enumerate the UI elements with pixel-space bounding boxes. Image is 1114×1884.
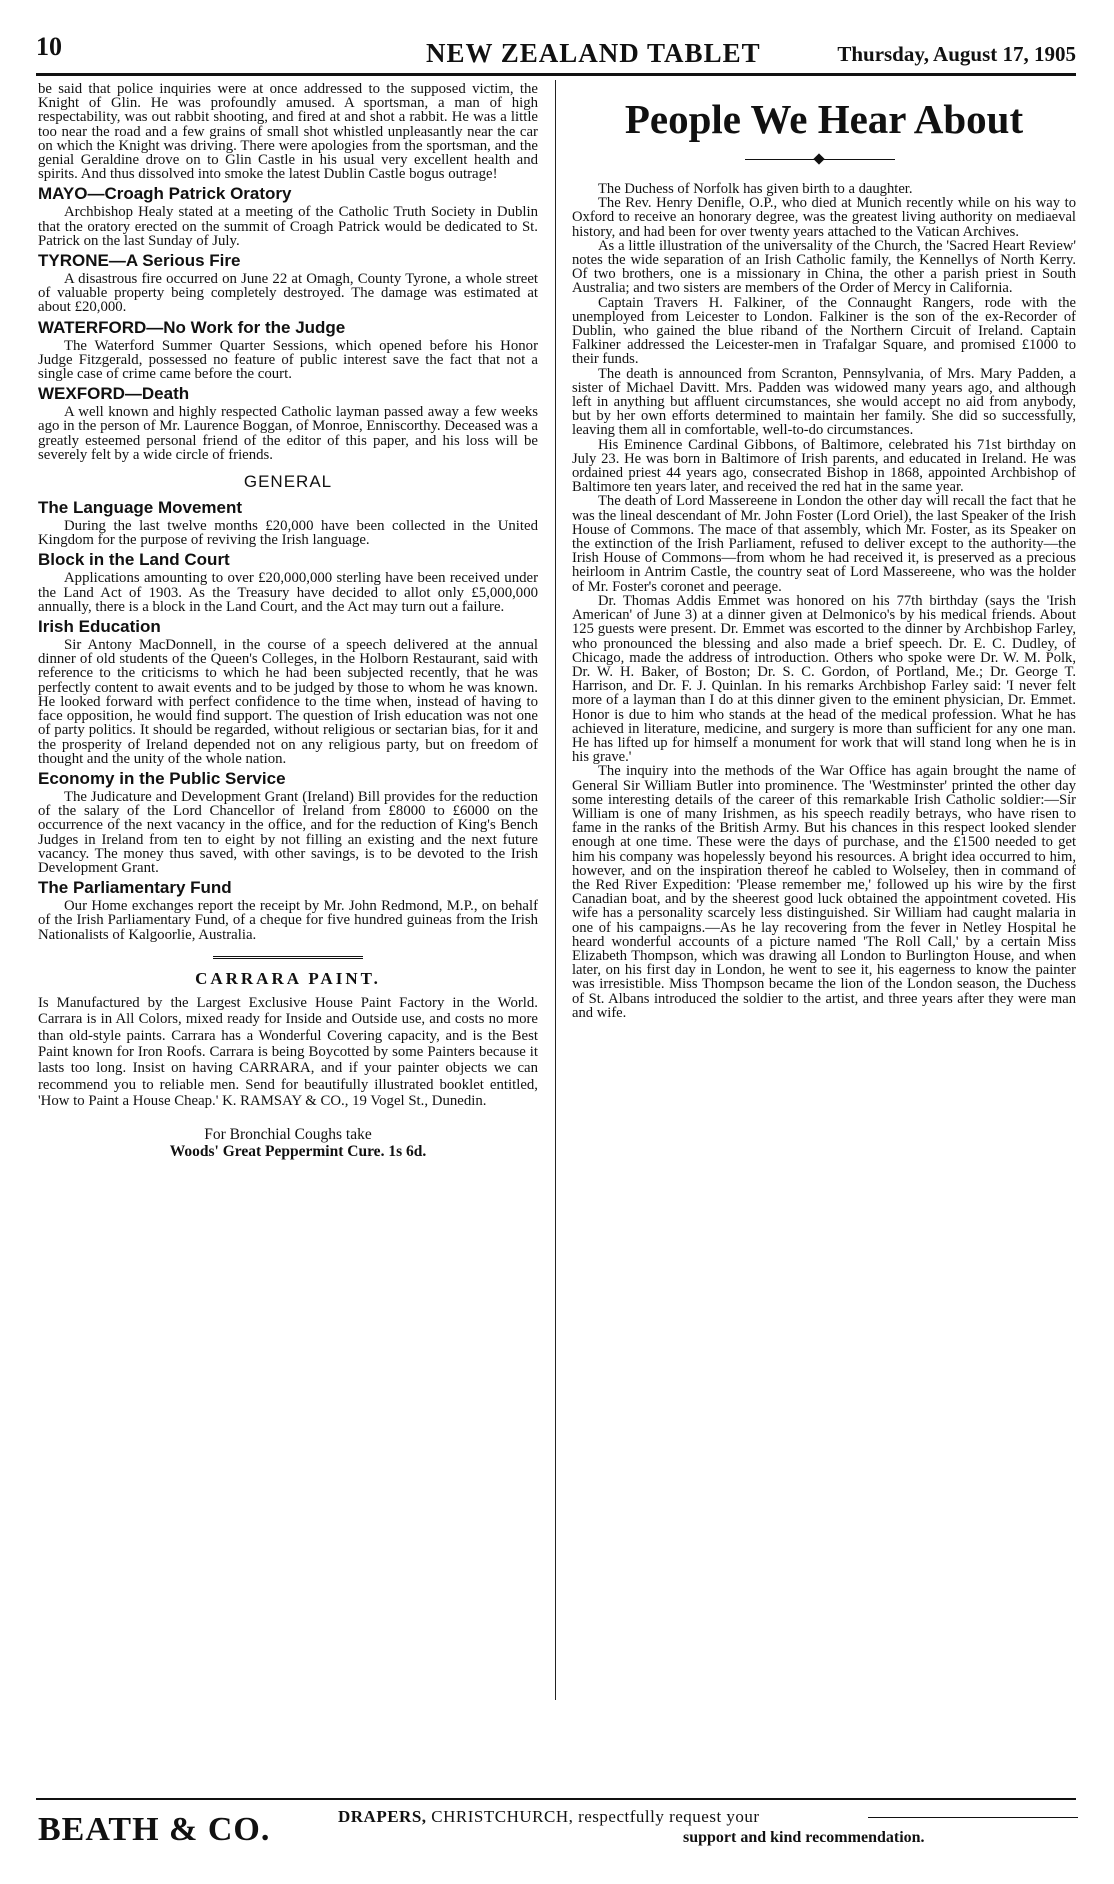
- section-paragraph: Archbishop Healy stated at a meeting of the Catholic Truth Society in Dublin that the oratory erected on the summit of Croagh Patrick would be dedicated to St. Patrick on the last Sunday of July.: [38, 204, 538, 249]
- section-paragraph: During the last twelve months £20,000 have been collected in the United Kingdom for the purpose of reviving the Irish language.: [38, 518, 538, 549]
- people-paragraph: His Eminence Cardinal Gibbons, of Baltimore, celebrated his 71st birthday on July 23. He was born in Baltimore of Irish parents, and educated in Ireland. He was ordained priest 44 years ago, consecrated Bishop in 1868, appointed Archbishop of Baltimore ten years later, and received the red hat in the same year.: [572, 436, 1076, 496]
- title-ornament: [572, 146, 1076, 174]
- people-paragraph: The death of Lord Massereene in London the other day will recall the fact that he was the lineal descendant of Mr. John Foster (Lord Oriel), the last Speaker of the Irish House of Commons. The mace of that assembly, which Mr. Foster, as its Speaker on the extinction of the Irish Parliament, refused to deliver except to the authority—the Irish House of Commons—from whom he had received it, is preserved as a precious heirloom in Antrim Castle, the country seat of Lord Massereene, who was the holder of Mr. Foster's coronet and peerage.: [572, 493, 1076, 595]
- diamond-icon: [813, 153, 824, 164]
- section-heading: WEXFORD—Death: [38, 384, 190, 404]
- company-name: BEATH & CO.: [38, 1811, 271, 1848]
- section-heading: WATERFORD—No Work for the Judge: [38, 317, 346, 337]
- cure-advert: [38, 1126, 538, 1160]
- intro-paragraph: be said that police inquiries were at once addressed to the supposed victim, the Knight of Glin. He was profoundly amused. A sportsman, a man of high respectability, was out rabbit shooting, and fired at and shot a rabbit. He was a little too near the road and a few grains of small shot whistled unpleasantly near the car on which the Knight was driving. There were apologies from the sportsman, and the genial Geraldine drove on to Glin Castle in his usual very excellent health and spirits. And thus dissolved into smoke the latest Dublin Castle bogus outrage!: [38, 82, 538, 183]
- section-heading: MAYO—Croagh Patrick Oratory: [38, 184, 292, 204]
- section-paragraph: A well known and highly respected Catholic layman passed away a few weeks ago in the person of Mr. Laurence Boggan, of Monroe, Enniscorthy. Deceased was a greatly esteemed personal friend of the editor of this paper, and his loss will be severely felt by a wide circle of friends.: [38, 404, 538, 463]
- footer-advert: [38, 1803, 1078, 1859]
- advert-title: CARRARA PAINT.: [195, 968, 381, 988]
- people-paragraph: The Duchess of Norfolk has given birth to a daughter.: [598, 181, 913, 197]
- section-heading: Irish Education: [38, 617, 161, 637]
- column-divider: [555, 80, 556, 1700]
- advert-body: Is Manufactured by the Largest Exclusive House Paint Factory in the World. Carrara is in All Colors, mixed ready for Inside and Outside use, and costs no more than old-style paints. Carrara has a Wonderful Covering capacity, and is the Best Paint known for Iron Roofs. Carrara is being Boycotted by some Painters because it lasts too long. Insist on having CARRARA, and if your painter objects we can recommend you to reliable men. Send for beautifully illustrated booklet entitled, 'How to Paint a House Cheap.' K. RAMSAY & CO., 19 Vogel St., Dunedin.: [38, 994, 538, 1110]
- section-paragraph: Sir Antony MacDonnell, in the course of a speech delivered at the annual dinner of old students of the Queen's Colleges, in the Holborn Restaurant, said with reference to the criticisms to which he had been subjected recently, that he was perfectly content to await events and to be judged by those to whom he was known. He looked forward with perfect confidence to the time when, instead of having to face opposition, he would find support. The question of Irish education was not one of party politics. It should be regarded, without religious or sectarian bias, for it and the prosperity of Ireland depended not on any religious party, but on freedom of thought and the unity of the whole nation.: [38, 637, 538, 767]
- drapers-line: [338, 1807, 760, 1827]
- section-heading: Block in the Land Court: [38, 550, 230, 570]
- section-heading: Economy in the Public Service: [38, 768, 286, 788]
- drapers-rest: CHRISTCHURCH, respectfully request your: [426, 1807, 760, 1826]
- section-heading: The Language Movement: [38, 498, 243, 518]
- section-heading: TYRONE—A Serious Fire: [38, 251, 241, 271]
- page-number: 10: [36, 32, 62, 61]
- support-line: support and kind recommendation.: [683, 1829, 925, 1846]
- newspaper-name: NEW ZEALAND TABLET: [426, 38, 761, 68]
- general-heading: GENERAL: [243, 472, 333, 492]
- people-paragraph: Dr. Thomas Addis Emmet was honored on his 77th birthday (says the 'Irish American' of June 3) at a dinner given at Delmonico's by his medical friends. About 125 guests were present. Dr. Emmet was escorted to the dinner by Archbishop Farley, who pronounced the blessing and also made a brief speech. Dr. E. C. Dudley, of Chicago, made the address of introduction. Others who spoke were Dr. W. M. Polk, Dr. W. H. Baker, of Boston; Dr. S. C. Gordon, of Portland, Me.; Dr. George T. Harrison, and Dr. F. J. Quinlan. In his remarks Archbishop Farley said: 'I never felt more of a layman than I do at this dinner given to the eminent physician, Dr. Emmet. Honor is due to him who stands at the head of the medical profession. What he has achieved in literature, medicine, and surgery is more than sufficient for any one man. He has lifted up for himself a monument for work that will stand long when he is in his grave.': [572, 592, 1076, 766]
- people-paragraph: The Rev. Henry Denifle, O.P., who died at Munich recently while on his way to Oxford to receive an honorary degree, was the greatest living authority on mediaeval history, and had been for over twenty years attached to the Vatican Archives.: [572, 195, 1076, 240]
- section-heading: The Parliamentary Fund: [38, 878, 232, 898]
- cure-line-2: Woods' Great Peppermint Cure. 1s 6d.: [169, 1142, 427, 1160]
- section-paragraph: A disastrous fire occurred on June 22 at Omagh, County Tyrone, a whole street of valuable property being completely destroyed. The damage was estimated at about £20,000.: [38, 271, 538, 316]
- people-title: People We Hear About: [624, 96, 1024, 142]
- footer-rule: [36, 1798, 1076, 1800]
- people-paragraph: The inquiry into the methods of the War Office has again brought the name of General Sir William Butler into prominence. The 'Westminster' printed the other day some interesting details of the career of this remarkable Irish Catholic soldier:—Sir William is one of many Irishmen, as his speech readily betrays, who have risen to fame in the ranks of the British Army. But his chances in this respect looked slender enough at one time. These were the days of purchase, and the £1500 needed to get him his company was hopelessly beyond his resources. A bright idea occurred to him, however, and on the inspiration thereof he cabled to Wolseley, then in command of the Red River Expedition: 'Please remember me,' followed up his wire by the first Canadian boat, and by the sheerest good luck obtained the appointment coveted. His wife has a personality scarcely less distinguished. Sir William had caught malaria in one of his campaigns.—As he lay recovering from the fever in Netley Hospital he heard wonderful accounts of a picture named 'The Roll Call,' by a certain Miss Elizabeth Thompson, which was drawing all London to Burlington House, and when later, on his first day in London, he went to see it, his eagerness to know the painter was irresistible. Miss Thompson became the lion of the London season, the Duchess of St. Albans introduced the soldier to the artist, and three years after they were man and wife.: [572, 763, 1076, 1021]
- people-paragraph: The death is announced from Scranton, Pennsylvania, of Mrs. Mary Padden, a sister of Michael Davitt. Mrs. Padden was widowed many years ago, and although left in anything but affluent circumstances, she would accept no aid from anybody, but by her own efforts determined to maintain her family. She did so successfully, leaving them all in comfortable, well-to-do circumstances.: [572, 365, 1076, 439]
- advert-rule: [213, 956, 363, 961]
- people-paragraph: Captain Travers H. Falkiner, of the Connaught Rangers, rode with the unemployed from Leicester to London. Falkiner is the son of the ex-Recorder of Dublin, who gained the blue riband of the Northern Circuit of Ireland. Captain Falkiner addressed the Leicester-men in Trafalgar Square, and promised £1000 to their funds.: [572, 294, 1076, 368]
- left-column: [38, 82, 538, 1694]
- issue-date: Thursday, August 17, 1905: [837, 42, 1076, 66]
- section-paragraph: The Waterford Summer Quarter Sessions, which opened before his Honor Judge Fitzgerald, possessed no feature of public interest save the fact that not a single case of crime came before the court.: [38, 337, 538, 383]
- section-paragraph: Applications amounting to over £20,000,000 sterling have been received under the Land Act of 1903. As the Treasury have decided to allot only £5,000,000 annually, there is a block in the Land Court, and the Act may turn out a failure.: [38, 570, 538, 615]
- drapers-prefix: DRAPERS,: [338, 1807, 427, 1826]
- section-paragraph: Our Home exchanges report the receipt by Mr. John Redmond, M.P., on behalf of the Irish Parliamentary Fund, of a cheque for five hundred guineas from the Irish Nationalists of Kalgoorlie, Australia.: [38, 898, 538, 943]
- drapers-rule: [868, 1817, 1078, 1818]
- right-column: [572, 82, 1076, 1694]
- cure-line-1: For Bronchial Coughs take: [204, 1125, 372, 1143]
- header-rule: [36, 73, 1076, 76]
- page-header: [36, 30, 1076, 70]
- people-paragraph: As a little illustration of the universality of the Church, the 'Sacred Heart Review' notes the wide separation of an Irish Catholic family, the Kennellys of North Kerry. Of two brothers, one is a missionary in China, the other a parish priest in South Australia; and two sisters are members of the Order of Mercy in California.: [572, 237, 1076, 297]
- section-paragraph: The Judicature and Development Grant (Ireland) Bill provides for the reduction of the salary of the Lord Chancellor of Ireland from £8000 to £6000 on the occurrence of the next vacancy in the office, and for the reduction of King's Bench Judges in Ireland from ten to eight by not filling an existing and the next future vacancy. The money thus saved, with other savings, is to be devoted to the Irish Development Grant.: [38, 788, 538, 876]
